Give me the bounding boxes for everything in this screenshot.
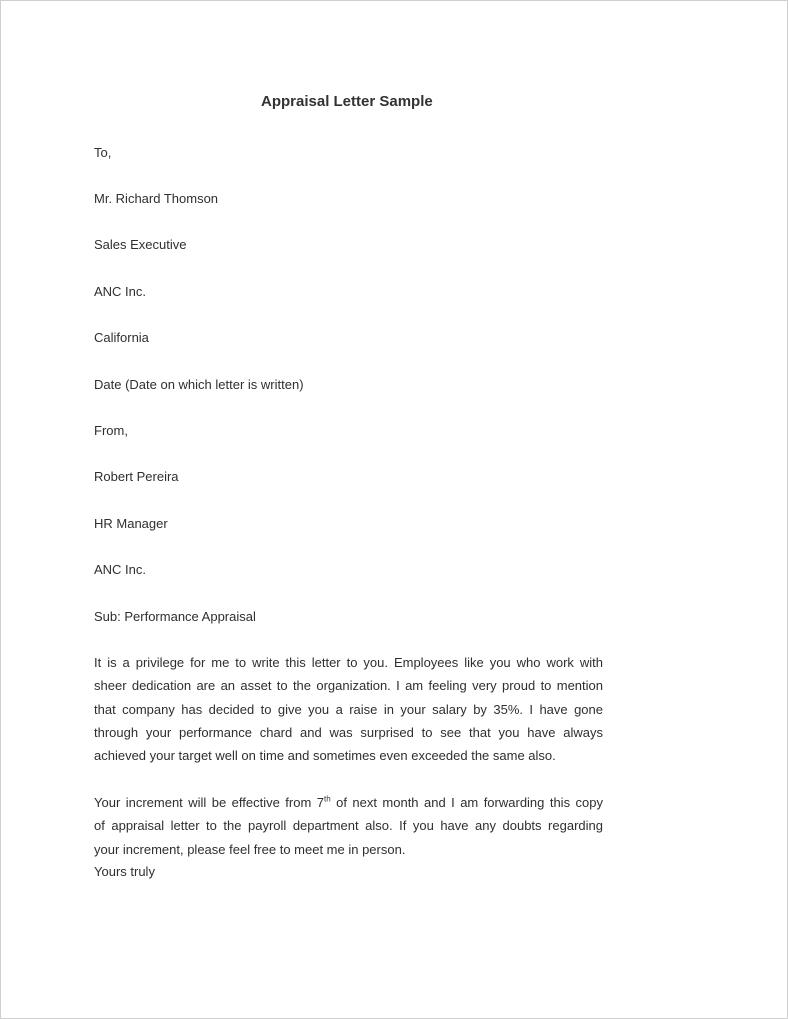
body-paragraph-2: [94, 791, 603, 861]
paragraph-1-line-4: through your performance chard and was surprised to see that you have always: [94, 724, 603, 740]
from-label: From,: [94, 423, 128, 438]
sender-designation: HR Manager: [94, 516, 168, 531]
sender-name: Robert Pereira: [94, 469, 179, 484]
body-paragraph-1: [94, 651, 603, 767]
paragraph-2-line-3: your increment, please feel free to meet me in person.: [94, 841, 406, 857]
closing-line: Yours truly: [94, 864, 155, 879]
paragraph-2-line-1: [94, 791, 603, 814]
recipient-name: Mr. Richard Thomson: [94, 191, 219, 206]
date-line: Date (Date on which letter is written): [94, 377, 304, 392]
to-label: To,: [94, 145, 112, 160]
page-title: Appraisal Letter Sample: [261, 93, 433, 110]
subject-line: Sub: Performance Appraisal: [94, 609, 256, 624]
paragraph-1-line-1: It is a privilege for me to write this letter to you. Employees like you who work with: [94, 655, 603, 670]
paragraph-2-part-2: of next month and I am forwarding this copy: [330, 795, 603, 810]
paragraph-2-part-1: Your increment will be effective from 7: [94, 795, 324, 810]
paragraph-1-line-2: sheer dedication are an asset to the organization. I am feeling very proud to mention: [94, 678, 603, 694]
sender-company: ANC Inc.: [94, 562, 147, 577]
paragraph-1-line-3: that company has decided to give you a raise in your salary by 35%. I have gone: [94, 701, 603, 717]
recipient-designation: Sales Executive: [94, 237, 187, 252]
recipient-location: California: [94, 330, 149, 345]
recipient-company: ANC Inc.: [94, 284, 147, 299]
ordinal-suffix: th: [323, 794, 331, 804]
paragraph-2-line-2: of appraisal letter to the payroll department also. If you have any doubts regarding: [94, 818, 603, 834]
paragraph-1-line-5: achieved your target well on time and sometimes even exceeded the same also.: [94, 748, 556, 764]
